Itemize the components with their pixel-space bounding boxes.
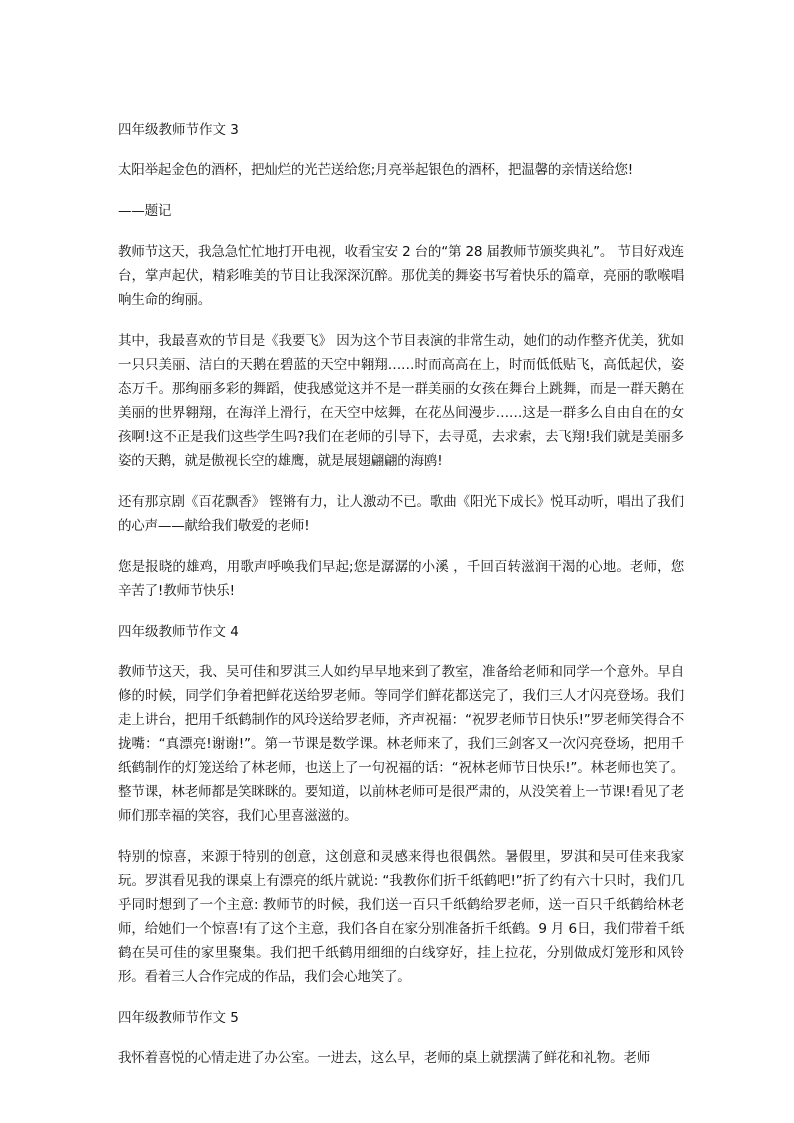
document-page — [118, 118, 684, 1070]
epigraph: 太阳举起金色的酒杯，把灿烂的光芒送给您;月亮举起银色的酒杯，把温馨的亲情送给您! — [118, 162, 633, 178]
paragraph: 特别的惊喜，来源于特别的创意，这创意和灵感来得也很偶然。暑假里，罗淇和吴可佳来我家玩。罗淇看见我的课桌上有漂亮的纸片就说: “我教你们折千纸鹤吧!”折了约有六十只时，我们几乎同时想到了一个主意: 教师节的时候，我们送一百只千纸鹤给罗老师，送一百只千纸鹤给林老师，给她们一个惊喜!有了这个主意，我们各自在家分别准备折千纸鹤。9 月 6日，我们带着千纸鹤在吴可佳的家里聚集。我们把千纸鹤用细细的白线穿好，挂上拉花，分别做成灯笼形和风铃形。看着三人合作完成的作品，我们会心地笑了。 — [118, 849, 684, 985]
essay-3-title: 四年级教师节作文 3 — [118, 122, 239, 138]
paragraph: 教师节这天，我、吴可佳和罗淇三人如约早早地来到了教室，准备给老师和同学一个意外。早自修的时候，同学们争着把鲜花送给罗老师。等同学们鲜花都送完了，我们三人才闪亮登场。我们走上讲台，把用千纸鹤制作的风玲送给罗老师，齐声祝福：“祝罗老师节日快乐!”罗老师笑得合不拢嘴：“真漂亮!谢谢!”。第一节课是数学课。林老师来了，我们三剑客又一次闪亮登场，把用千纸鹤制作的灯笼送给了林老师，也送上了一句祝福的话：“祝林老师节日快乐!”。林老师也笑了。整节课，林老师都是笑眯眯的。要知道，以前林老师可是很严肃的，从没笑着上一节课!看见了老师们那幸福的笑容，我们心里喜滋滋的。 — [118, 664, 684, 824]
paragraph: 您是报晓的雄鸡，用歌声呼唤我们早起;您是潺潺的小溪 ，千回百转滋润干渴的心地。老师，您辛苦了!教师节快乐! — [118, 559, 684, 599]
epigraph-attribution: ——题记 — [118, 203, 172, 219]
paragraph: 我怀着喜悦的心情走进了办公室。一进去，这么早，老师的桌上就摆满了鲜花和礼物。老师 — [118, 1050, 650, 1066]
essay-4-title: 四年级教师节作文 4 — [118, 624, 239, 640]
paragraph: 教师节这天，我急急忙忙地打开电视，收看宝安 2 台的“第 28 届教师节颁奖典礼”。 节目好戏连台，掌声起伏，精彩唯美的节目让我深深沉醉。那优美的舞姿书写着快乐的篇章，亮丽的歌喉唱响生命的绚丽。 — [118, 244, 684, 308]
essay-5-title: 四年级教师节作文 5 — [118, 1010, 239, 1026]
paragraph: 其中，我最喜欢的节目是《我要飞》 因为这个节目表演的非常生动，她们的动作整齐优美，犹如一只只美丽、洁白的天鹅在碧蓝的天空中翱翔……时而高高在上，时而低低贴飞，高低起伏，姿态万千。那绚丽多彩的舞蹈，使我感觉这并不是一群美丽的女孩在舞台上跳舞，而是一群天鹅在美丽的世界翱翔，在海洋上滑行，在天空中炫舞，在花丛间漫步……这是一群多么自由自在的女孩啊!这不正是我们这些学生吗?我们在老师的引导下，去寻觅，去求索，去飞翔!我们就是美丽多姿的天鹅，就是傲视长空的雄鹰，就是展翅翩翩的海鸥! — [118, 333, 684, 469]
paragraph: 还有那京剧《百花飘香》 铿锵有力，让人激动不已。歌曲《阳光下成长》悦耳动听，唱出了我们的心声——献给我们敬爱的老师! — [118, 494, 684, 534]
